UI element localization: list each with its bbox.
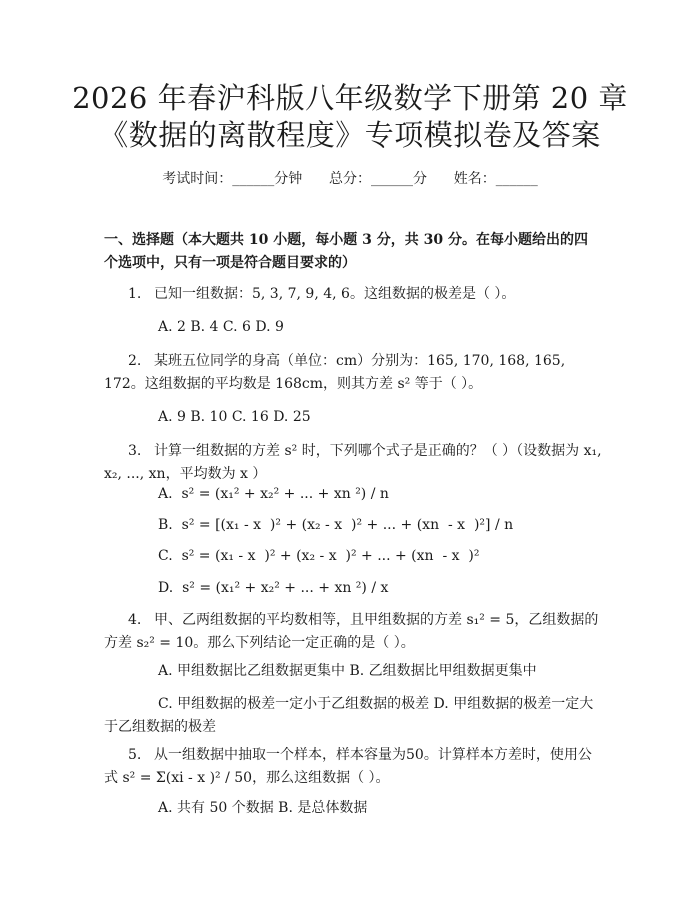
question-5-options-ab: A. 共有 50 个数据 B. 是总体数据 xyxy=(158,800,368,816)
question-text: 甲、乙两组数据的平均数相等，且甲组数据的方差 s₁² = 5，乙组数据的方差 s₂² = 10。那么下列结论一定正确的是（ ）。 xyxy=(104,612,599,651)
question-4 xyxy=(104,609,602,655)
question-3-option-b: B. s² = [(x₁ - x )² + (x₂ - x )² + ... + (xn - x )²] / n xyxy=(158,517,514,533)
exam-meta xyxy=(0,168,700,188)
title-line-1: 2026 年春沪科版八年级数学下册第 20 章 xyxy=(72,81,628,115)
question-4-options-ab: A. 甲组数据比乙组数据更集中 B. 乙组数据比甲组数据更集中 xyxy=(158,663,537,679)
question-text: 某班五位同学的身高（单位：cm）分别为：165, 170, 168, 165, 172。这组数据的平均数是 168cm，则其方差 s² 等于（ ）。 xyxy=(104,353,566,392)
question-number: 5. xyxy=(128,747,142,763)
time-label: 考试时间：______分钟 xyxy=(162,171,303,187)
name-label: 姓名：______ xyxy=(453,171,538,187)
question-text: 计算一组数据的方差 s² 时，下列哪个式子是正确的？（ ）（设数据为 x₁, x₂, ..., xn，平均数为 x ） xyxy=(104,443,602,482)
question-number: 2. xyxy=(128,353,142,369)
question-text: 从一组数据中抽取一个样本，样本容量为50。计算样本方差时，使用公式 s² = Σ(xi - x )² / 50，那么这组数据（ ）。 xyxy=(104,747,592,786)
question-2-options: A. 9 B. 10 C. 16 D. 25 xyxy=(158,409,311,425)
question-1 xyxy=(104,283,602,306)
question-3-option-d: D. s² = (x₁² + x₂² + ... + xn ²) / x xyxy=(158,580,389,596)
question-number: 4. xyxy=(128,612,142,628)
section-heading: 一、选择题（本大题共 10 小题，每小题 3 分，共 30 分。在每小题给出的四个选项中，只有一项是符合题目要求的） xyxy=(104,232,588,271)
title-line-2: 《数据的离散程度》专项模拟卷及答案 xyxy=(99,118,601,152)
question-1-options: A. 2 B. 4 C. 6 D. 9 xyxy=(158,319,284,335)
question-2 xyxy=(104,350,602,396)
question-4-options-cd: C. 甲组数据的极差一定小于乙组数据的极差 D. 甲组数据的极差一定大于乙组数据的极差 xyxy=(104,696,594,735)
question-3-option-a: A. s² = (x₁² + x₂² + ... + xn ²) / n xyxy=(158,486,389,502)
question-3-option-c: C. s² = (x₁ - x )² + (x₂ - x )² + ... + (xn - x )² xyxy=(158,548,480,564)
score-label: 总分：______分 xyxy=(329,171,427,187)
question-5 xyxy=(104,744,602,790)
question-3 xyxy=(104,440,602,486)
question-number: 1. xyxy=(128,286,142,302)
question-text: 已知一组数据：5, 3, 7, 9, 4, 6。这组数据的极差是（ ）。 xyxy=(154,286,516,302)
question-number: 3. xyxy=(128,443,142,459)
